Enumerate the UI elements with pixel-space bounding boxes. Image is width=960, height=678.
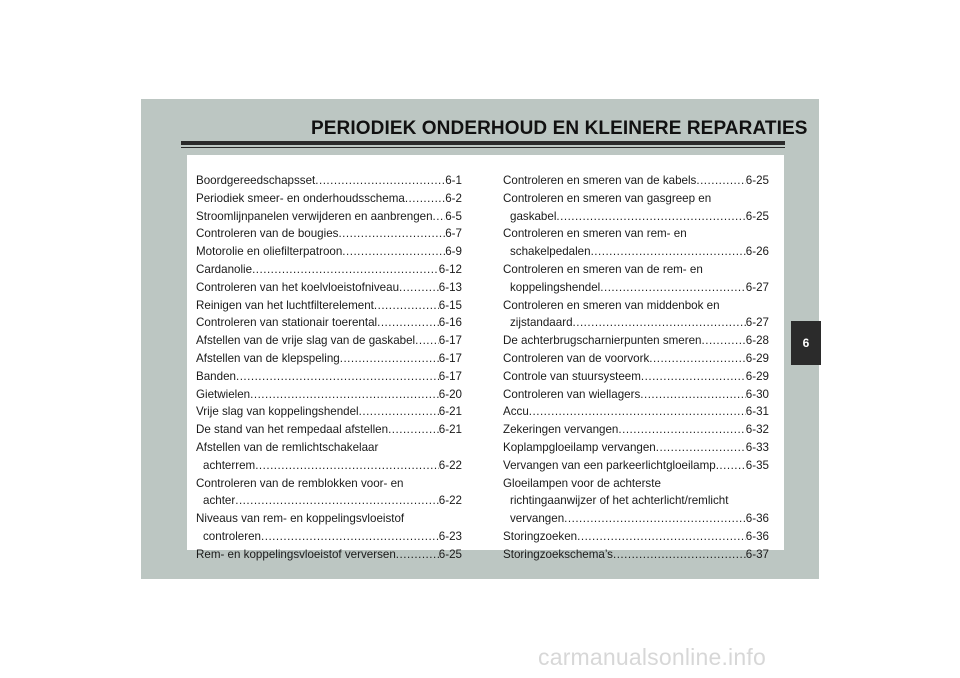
- toc-page-number: 6-25: [745, 209, 769, 223]
- toc-dot-leader: [573, 314, 746, 332]
- toc-dot-leader: [399, 279, 439, 297]
- toc-dot-leader: [656, 439, 746, 457]
- toc-entry[interactable]: [503, 261, 769, 297]
- toc-entry-line: [503, 475, 769, 493]
- toc-entry-label: Reinigen van het luchtfilterelement: [196, 298, 374, 312]
- toc-page-number: 6-12: [438, 262, 462, 276]
- toc-entry-line: [503, 350, 769, 368]
- toc-entry-line: [196, 350, 462, 368]
- toc-entry-label: Storingzoeken: [503, 529, 578, 543]
- toc-entry-line: [196, 172, 462, 190]
- toc-entry-line: [503, 439, 769, 457]
- toc-dot-leader: [702, 332, 746, 350]
- toc-page-number: 6-31: [745, 405, 769, 419]
- toc-entry[interactable]: [196, 208, 462, 226]
- toc-entry[interactable]: [503, 403, 769, 421]
- toc-entry-label: Controleren van de remblokken voor- en: [196, 476, 404, 490]
- toc-entry[interactable]: [503, 475, 769, 528]
- toc-entry-line: [196, 546, 462, 564]
- toc-page-number: 6-21: [438, 423, 462, 437]
- toc-dot-leader: [236, 368, 439, 386]
- toc-dot-leader: [359, 403, 439, 421]
- toc-page-number: 6-26: [745, 245, 769, 259]
- toc-page-number: 6-25: [438, 547, 462, 561]
- toc-entry-label: De achterbrugscharnierpunten smeren: [503, 334, 702, 348]
- toc-entry-line: [196, 386, 462, 404]
- toc-page-number: 6-23: [438, 529, 462, 543]
- toc-entry-label: Controleren en smeren van gasgreep en: [503, 191, 712, 205]
- toc-entry-label: vervangen: [510, 512, 565, 526]
- toc-dot-leader: [235, 492, 439, 510]
- toc-dot-leader: [415, 332, 439, 350]
- toc-entry[interactable]: [196, 225, 462, 243]
- toc-entry-label: Accu: [503, 405, 529, 419]
- toc-dot-leader: [340, 350, 439, 368]
- toc-dot-leader: [255, 457, 439, 475]
- toc-entry-label: Periodiek smeer- en onderhoudsschema: [196, 191, 405, 205]
- toc-entry-line: [196, 279, 462, 297]
- toc-entry[interactable]: [196, 475, 462, 511]
- toc-entry-line: [196, 403, 462, 421]
- toc-entry-label: Gietwielen: [196, 387, 251, 401]
- toc-entry-line: [196, 492, 462, 510]
- toc-page-number: 6-33: [745, 440, 769, 454]
- toc-entry[interactable]: [196, 172, 462, 190]
- toc-page-number: 6-29: [745, 351, 769, 365]
- toc-dot-leader: [564, 510, 746, 528]
- toc-entry-label: schakelpedalen: [510, 245, 591, 259]
- toc-page-number: 6-1: [445, 174, 462, 187]
- toc-page-number: 6-36: [745, 512, 769, 526]
- toc-page-number: 6-5: [445, 209, 462, 223]
- toc-entry-label: Controleren van de voorvork: [503, 351, 650, 365]
- toc-page-number: 6-35: [745, 458, 769, 472]
- toc-entry[interactable]: [196, 421, 462, 439]
- toc-entry[interactable]: [196, 279, 462, 297]
- toc-entry-line: [196, 297, 462, 315]
- toc-entry-label: Storingzoekschema’s: [503, 547, 613, 561]
- toc-entry[interactable]: [503, 439, 769, 457]
- toc-entry-line: [196, 314, 462, 332]
- toc-page-number: 6-17: [438, 351, 462, 365]
- toc-entry-line: [196, 190, 462, 208]
- toc-page-number: 6-9: [445, 245, 462, 259]
- toc-entry-line: [503, 510, 769, 528]
- toc-entry-label: Controleren en smeren van de rem- en: [503, 262, 703, 276]
- toc-dot-leader: [649, 350, 745, 368]
- toc-dot-leader: [377, 314, 439, 332]
- toc-entry[interactable]: [196, 261, 462, 279]
- toc-entry-label: gaskabel: [510, 209, 557, 223]
- toc-entry-label: Stroomlijnpanelen verwijderen en aanbrengen: [196, 209, 433, 223]
- toc-entry-label: Cardanolie: [196, 262, 253, 276]
- toc-dot-leader: [641, 368, 746, 386]
- toc-entry[interactable]: [196, 243, 462, 261]
- toc-entry-line: [196, 510, 462, 528]
- toc-right-column: [503, 172, 769, 564]
- toc-entry-line: [503, 208, 769, 226]
- toc-entry-label: Controleren van wiellagers: [503, 387, 641, 401]
- toc-dot-leader: [261, 528, 439, 546]
- toc-entry[interactable]: [196, 297, 462, 315]
- toc-entry-line: [503, 261, 769, 279]
- toc-entry[interactable]: [503, 350, 769, 368]
- toc-page-number: 6-30: [745, 387, 769, 401]
- toc-entry-line: [196, 421, 462, 439]
- toc-dot-leader: [374, 297, 439, 315]
- toc-entry-label: Controleren en smeren van de kabels: [503, 174, 697, 187]
- toc-entry-label: Controleren van stationair toerental: [196, 316, 378, 330]
- toc-dot-leader: [577, 528, 746, 546]
- toc-entry[interactable]: [196, 332, 462, 350]
- toc-entry-line: [503, 546, 769, 564]
- toc-entry-label: Controleren van de bougies: [196, 227, 339, 241]
- toc-page-number: 6-29: [745, 369, 769, 383]
- toc-entry[interactable]: [503, 332, 769, 350]
- toc-page-number: 6-27: [745, 316, 769, 330]
- toc-entry[interactable]: [196, 510, 462, 546]
- toc-entry-line: [503, 528, 769, 546]
- toc-entry-label: Niveaus van rem- en koppelingsvloeistof: [196, 512, 405, 526]
- toc-dot-leader: [600, 279, 746, 297]
- toc-left-column: [196, 172, 462, 564]
- toc-entry[interactable]: [503, 297, 769, 333]
- toc-entry-label: Boordgereedschapsset: [196, 174, 316, 187]
- toc-entry-label: koppelingshendel: [510, 280, 601, 294]
- toc-dot-leader: [396, 546, 439, 564]
- toc-entry-label: Rem- en koppelingsvloeistof verversen: [196, 547, 396, 561]
- toc-entry-label: Afstellen van de klepspeling: [196, 351, 340, 365]
- toc-dot-leader: [591, 243, 746, 261]
- toc-page-number: 6-2: [445, 191, 462, 205]
- toc-entry[interactable]: [196, 190, 462, 208]
- toc-entry[interactable]: [196, 368, 462, 386]
- toc-entry-line: [196, 368, 462, 386]
- toc-entry-label: Banden: [196, 369, 236, 383]
- toc-entry-label: Afstellen van de vrije slag van de gaskabel: [196, 334, 416, 348]
- toc-page-number: 6-28: [745, 334, 769, 348]
- toc-page-number: 6-16: [438, 316, 462, 330]
- toc-entry-line: [503, 279, 769, 297]
- toc-entry-label: Motorolie en oliefilterpatroon: [196, 245, 343, 259]
- toc-page-number: 6-15: [438, 298, 462, 312]
- toc-entry-line: [503, 332, 769, 350]
- toc-entry-line: [503, 492, 769, 510]
- toc-dot-leader: [613, 546, 746, 564]
- toc-page-number: 6-17: [438, 334, 462, 348]
- toc-dot-leader: [388, 421, 439, 439]
- toc-dot-leader: [696, 172, 745, 190]
- toc-entry-label: achterrem: [203, 458, 256, 472]
- toc-entry[interactable]: [503, 172, 769, 190]
- toc-entry-line: [196, 332, 462, 350]
- toc-entry-label: De stand van het rempedaal afstellen: [196, 423, 389, 437]
- toc-entry-line: [503, 297, 769, 315]
- watermark: carmanualsonline.info: [538, 644, 766, 670]
- toc-entry[interactable]: [196, 350, 462, 368]
- toc-dot-leader: [338, 225, 445, 243]
- toc-entry[interactable]: [503, 368, 769, 386]
- toc-page-number: 6-22: [438, 458, 462, 472]
- toc-page-number: 6-36: [745, 529, 769, 543]
- toc-entry-line: [503, 190, 769, 208]
- toc-page-number: 6-21: [438, 405, 462, 419]
- toc-dot-leader: [315, 172, 445, 190]
- toc-dot-leader: [342, 243, 445, 261]
- toc-entry[interactable]: [503, 421, 769, 439]
- toc-entry[interactable]: [196, 386, 462, 404]
- toc-entry-line: [503, 386, 769, 404]
- toc-entry[interactable]: [503, 457, 769, 475]
- toc-entry[interactable]: [503, 225, 769, 261]
- toc-entry-line: [503, 314, 769, 332]
- toc-entry-label: Afstellen van de remlichtschakelaar: [196, 440, 379, 454]
- toc-dot-leader: [252, 261, 439, 279]
- toc-entry-line: [196, 439, 462, 457]
- toc-entry-line: [196, 261, 462, 279]
- toc-entry[interactable]: [196, 314, 462, 332]
- toc-page-number: 6-17: [438, 369, 462, 383]
- toc-page-number: 6-32: [745, 423, 769, 437]
- toc-dot-leader: [640, 386, 746, 404]
- toc-entry-label: Vervangen van een parkeerlichtgloeilamp: [503, 458, 716, 472]
- toc-entry[interactable]: [503, 190, 769, 226]
- toc-entry-line: [196, 475, 462, 493]
- toc-dot-leader: [556, 208, 745, 226]
- toc-entry-label: achter: [203, 494, 236, 508]
- toc-entry[interactable]: [503, 546, 769, 564]
- toc-entry-label: Gloeilampen voor de achterste: [503, 476, 661, 490]
- toc-entry[interactable]: [196, 403, 462, 421]
- toc-dot-leader: [618, 421, 745, 439]
- toc-entry-line: [196, 225, 462, 243]
- toc-entry-label: Koplampgloeilamp vervangen: [503, 440, 656, 454]
- toc-entry-label: Vrije slag van koppelingshendel: [196, 405, 359, 419]
- toc-page-number: 6-27: [745, 280, 769, 294]
- toc-dot-leader: [529, 403, 746, 421]
- toc-entry[interactable]: [503, 386, 769, 404]
- toc-entry-line: [503, 368, 769, 386]
- toc-entry-line: [196, 457, 462, 475]
- toc-entry-label: Controleren van het koelvloeistofniveau: [196, 280, 400, 294]
- toc-dot-leader: [250, 386, 439, 404]
- toc-entry-label: Controleren en smeren van middenbok en: [503, 298, 720, 312]
- toc-entry[interactable]: [196, 546, 462, 564]
- page-title: PERIODIEK ONDERHOUD EN KLEINERE REPARATIES: [311, 118, 808, 139]
- toc-entry-line: [503, 172, 769, 190]
- title-rule-thin: [181, 147, 785, 148]
- toc-entry-label: richtingaanwijzer of het achterlicht/remlicht: [510, 494, 729, 508]
- toc-dot-leader: [405, 190, 445, 208]
- toc-dot-leader: [433, 208, 446, 226]
- toc-entry-line: [196, 528, 462, 546]
- toc-page-number: 6-37: [745, 547, 769, 561]
- toc-entry-line: [503, 403, 769, 421]
- toc-entry[interactable]: [503, 528, 769, 546]
- toc-entry[interactable]: [196, 439, 462, 475]
- toc-entry-label: controleren: [203, 529, 262, 543]
- toc-entry-line: [196, 243, 462, 261]
- toc-dot-leader: [716, 457, 746, 475]
- toc-page-number: 6-25: [745, 174, 769, 187]
- toc-entry-line: [503, 457, 769, 475]
- toc-entry-label: Controle van stuursysteem: [503, 369, 641, 383]
- toc-entry-line: [196, 208, 462, 226]
- toc-entry-line: [503, 421, 769, 439]
- chapter-tab[interactable]: 6: [791, 321, 821, 365]
- toc-entry-label: Zekeringen vervangen: [503, 423, 619, 437]
- title-rule: [181, 141, 785, 145]
- toc-entry-label: Controleren en smeren van rem- en: [503, 227, 687, 241]
- toc-entry-line: [503, 243, 769, 261]
- toc-content-area: [187, 155, 784, 561]
- toc-page-number: 6-7: [445, 227, 462, 241]
- toc-page-number: 6-13: [438, 280, 462, 294]
- toc-entry-line: [503, 225, 769, 243]
- toc-entry-label: zijstandaard: [510, 316, 573, 330]
- toc-page-number: 6-20: [438, 387, 462, 401]
- toc-page-number: 6-22: [438, 494, 462, 508]
